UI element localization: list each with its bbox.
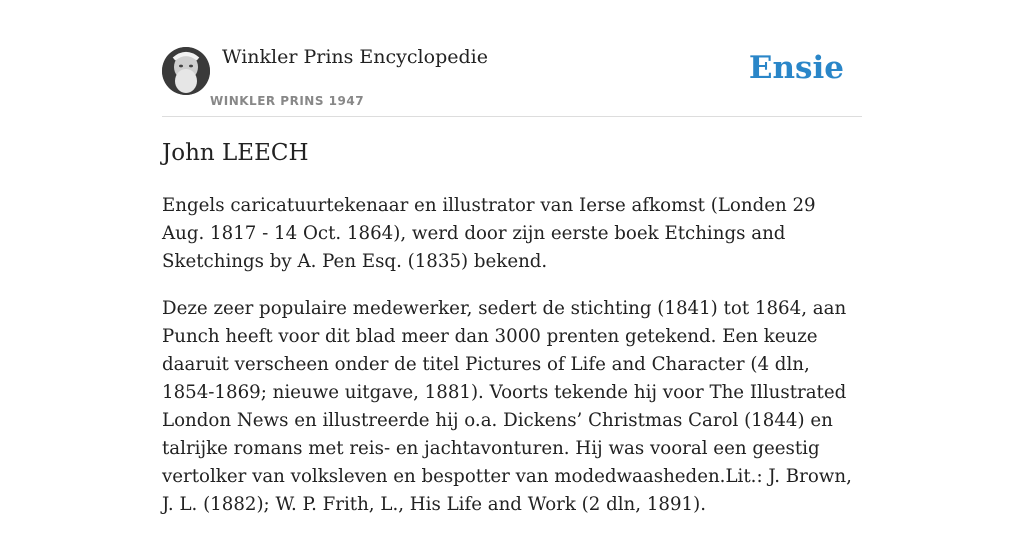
site-header — [162, 40, 862, 117]
publication-subtitle[interactable]: WINKLER PRINS 1947 — [210, 94, 365, 108]
publication-title[interactable]: Winkler Prins Encyclopedie — [222, 46, 488, 68]
author-avatar[interactable] — [162, 47, 210, 95]
article-title: John LEECH — [162, 140, 309, 166]
author-portrait-icon — [162, 47, 210, 95]
article-paragraph: Deze zeer populaire medewerker, sedert de stichting (1841) tot 1864, aan Punch heeft voor dit blad meer dan 3000 prenten getekend. Een keuze daaruit verscheen onder de titel Pictures of Life and Character (4 dln, 1854-1869; nieuwe uitgave, 1881). Voorts tekende hij voor The Illustrated London News en illustreerde hij o.a. Dickens’ Christmas Carol (1844) en talrijke romans met reis- en jachtavonturen. Hij was vooral een geestig vertolker van volksleven en bespotter van modedwaasheden.Lit.: J. Brown, J. L. (1882); W. P. Frith, L., His Life and Work (2 dln, 1891). — [162, 298, 852, 515]
article-body — [162, 192, 862, 538]
brand-logo[interactable]: Ensie — [748, 50, 844, 86]
article-paragraph: Engels caricatuurtekenaar en illustrator van Ierse afkomst (Londen 29 Aug. 1817 - 14 Oct. 1864), werd door zijn eerste boek Etchings and Sketchings by A. Pen Esq. (1835) bekend. — [162, 195, 816, 272]
